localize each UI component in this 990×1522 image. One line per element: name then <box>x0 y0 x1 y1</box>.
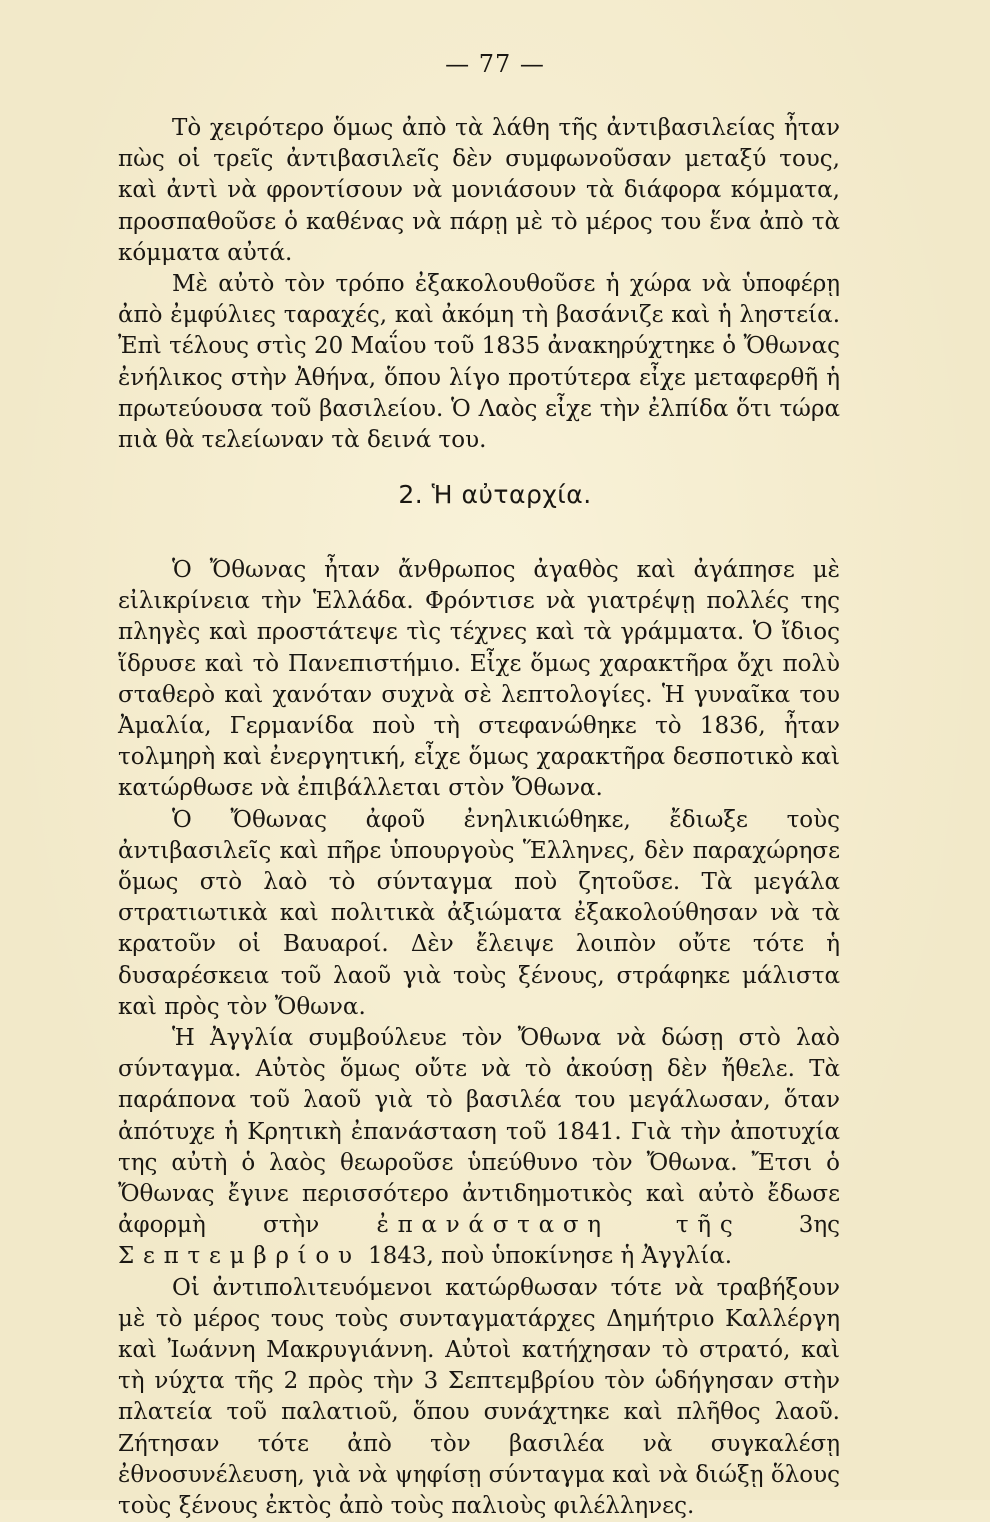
text-run: 3ης <box>798 1212 841 1239</box>
paragraph <box>118 1023 840 1273</box>
text-block-autarchy <box>118 555 840 1522</box>
paragraph: Ὁ Ὄθωνας ἦταν ἄνθρωπος ἀγαθὸς καὶ ἀγάπησε μὲ εἰλικρίνεια τὴν Ἑλλάδα. Φρόντισε νὰ γιατρέψῃ πολλές της πληγὲς καὶ προστάτεψε τὶς τέχνες καὶ τὰ γράμματα. Ὁ ἴδιος ἵδρυσε καὶ τὸ Πανεπιστήμιο. Εἶχε ὅμως χαρακτῆρα ὄχι πολὺ σταθερὸ καὶ χανόταν συχνὰ σὲ λεπτολογίες. Ἡ γυναῖκα του Ἀμαλία, Γερμανίδα ποὺ τὴ στεφανώθηκε τὸ 1836, ἦταν τολμηρὴ καὶ ἐνεργητική, εἶχε ὅμως χαρακτῆρα δεσποτικὸ καὶ κατώρθωσε νὰ ἐπιβάλλεται στὸν Ὄθωνα. <box>118 557 840 802</box>
page-number: — 77 — <box>445 50 545 78</box>
text-run: 1843, ποὺ ὑποκίνησε ἡ Ἀγγλία. <box>368 1243 733 1270</box>
paragraph: Τὸ χειρότερο ὅμως ἀπὸ τὰ λάθη τῆς ἀντιβασιλείας ἦταν πὼς οἱ τρεῖς ἀντιβασιλεῖς δὲν συμφωνοῦσαν μεταξύ τους, καὶ ἀντὶ νὰ φροντίσουν νὰ μονιάσουν τὰ διάφορα κόμματα, προσπαθοῦσε ὁ καθένας νὰ πάρῃ μὲ τὸ μέρος του ἕνα ἀπὸ τὰ κόμματα αὐτά. <box>118 115 840 266</box>
paragraph: Οἱ ἀντιπολιτευόμενοι κατώρθωσαν τότε νὰ τραβήξουν μὲ τὸ μέρος τους τοὺς συνταγματάρχες Δημήτριο Καλλέργη καὶ Ἰωάννη Μακρυγιάννη. Αὐτοὶ κατήχησαν τὸ στρατό, καὶ τὴ νύχτα τῆς 2 πρὸς τὴν 3 Σεπτεμβρίου τὸν ὡδήγησαν στὴν πλατεία τοῦ παλατιοῦ, ὅπου συνάχτηκε καὶ πλῆθος λαοῦ. Ζήτησαν τότε ἀπὸ τὸν βασιλέα νὰ συγκαλέσῃ ἐθνοσυνέλευση, γιὰ νὰ ψηφίσῃ σύνταγμα καὶ νὰ διώξῃ ὅλους τοὺς ξένους ἐκτὸς ἀπὸ τοὺς παλιοὺς φιλέλληνες. <box>118 1274 840 1520</box>
paragraph: Μὲ αὐτὸ τὸν τρόπο ἐξακολουθοῦσε ἡ χώρα νὰ ὑποφέρῃ ἀπὸ ἐμφύλιες ταραχές, καὶ ἀκόμη τὴ βασάνιζε καὶ ἡ ληστεία. Ἐπὶ τέλους στὶς 20 Μαΐου τοῦ 1835 ἀνακηρύχτηκε ὁ Ὄθωνας ἐνήλικος στὴν Ἀθήνα, ὅπου λίγο προτύτερα εἶχε μεταφερθῆ ἡ πρωτεύουσα τοῦ βασιλείου. Ὁ Λαὸς εἶχε τὴν ἐλπίδα ὅτι τώρα πιὰ θὰ τελείωναν τὰ δεινά του. <box>118 271 840 454</box>
section-heading: 2. Ἡ αὐταρχία. <box>398 480 592 509</box>
text-run: Ἡ Ἀγγλία συμβούλευε τὸν Ὄθωνα νὰ δώσῃ στὸ λαὸ σύνταγμα. Αὐτὸς ὅμως οὔτε νὰ τὸ ἀκούσῃ δὲν ἤθελε. Τὰ παράπονα τοῦ λαοῦ γιὰ τὸ βασιλέα του μεγάλωσαν, ὅταν ἀπότυχε ἡ Κρητικὴ ἐπανάσταση τοῦ 1841. Γιὰ τὴν ἀποτυχία της αὐτὴ ὁ λαὸς θεωροῦσε ὑπεύθυνο τὸν Ὄθωνα. Ἔτσι ὁ Ὄθωνας ἔγινε περισσότερο ἀντιδημοτικὸς καὶ αὐτὸ ἔδωσε ἀφορμὴ στὴν <box>118 1025 840 1239</box>
text-block-intro <box>118 113 840 456</box>
spaced-emphasis: Σεπτεμβρίου <box>118 1243 361 1270</box>
spaced-emphasis: ἐπανάσταση τῆς <box>376 1212 742 1239</box>
paragraph: Ὁ Ὄθωνας ἀφοῦ ἐνηλικιώθηκε, ἔδιωξε τοὺς ἀντιβασιλεῖς καὶ πῆρε ὑπουργοὺς Ἕλληνες, δὲν παραχώρησε ὅμως στὸ λαὸ τὸ σύνταγμα ποὺ ζητοῦσε. Τὰ μεγάλα στρατιωτικὰ καὶ πολιτικὰ ἀξιώματα ἐξακολούθησαν νὰ τὰ κρατοῦν οἱ Βαυαροί. Δὲν ἔλειψε λοιπὸν οὔτε τότε ἡ δυσαρέσκεια τοῦ λαοῦ γιὰ τοὺς ξένους, στράφηκε μάλιστα καὶ πρὸς τὸν Ὄθωνα. <box>118 806 840 1020</box>
